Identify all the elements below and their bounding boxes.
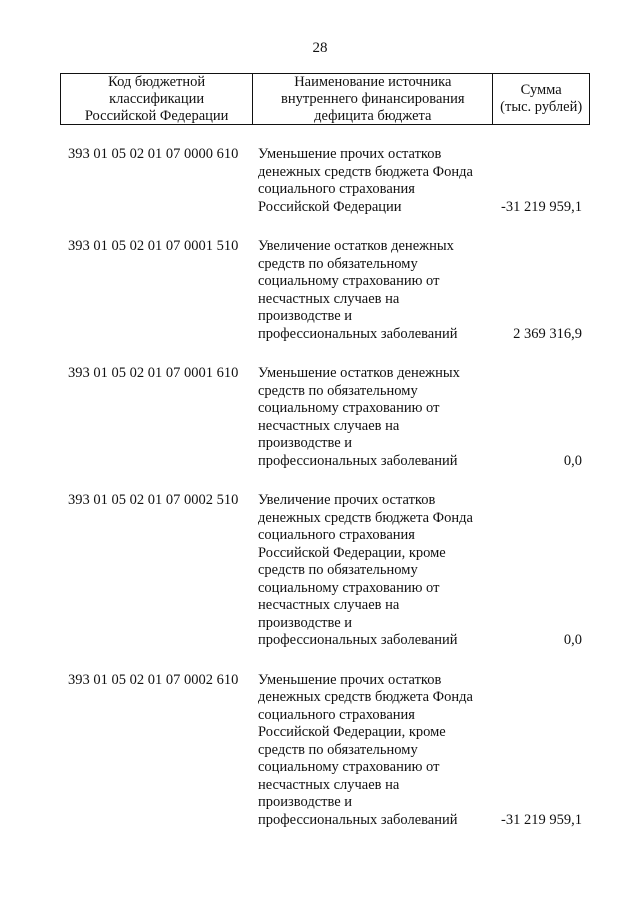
row-code: 393 01 05 02 01 07 0002 510 [68,492,239,508]
table-row [68,146,588,216]
row-amount: -31 219 959,1 [501,811,582,828]
row-description: Увеличение прочих остатков денежных средств бюджета Фонда социального страхования Российской Федерации, кроме средств по обязательному социальному страхованию от несчастных случаев на производстве и профессиональных заболеваний [258,492,473,648]
table-header [60,73,590,125]
row-description: Увеличение остатков денежных средств по обязательному социальному страхованию от несчастных случаев на производстве и профессиональных заболеваний [258,238,458,342]
table-row [68,672,588,830]
table-row [68,365,588,470]
header-code-column: Код бюджетной классификации Российской Федерации [61,74,253,124]
row-amount: -31 219 959,1 [501,198,582,215]
table-row [68,492,588,650]
row-description: Уменьшение остатков денежных средств по обязательному социальному страхованию от несчастных случаев на производстве и профессиональных заболеваний [258,365,460,469]
row-code: 393 01 05 02 01 07 0001 510 [68,238,239,254]
table-body [68,146,588,851]
header-sum-column: Сумма (тыс. рублей) [500,82,583,115]
row-code: 393 01 05 02 01 07 0002 610 [68,671,239,688]
row-amount: 0,0 [563,632,582,648]
row-code: 393 01 05 02 01 07 0000 610 [68,146,239,162]
page-number: 28 [312,40,328,56]
row-amount: 2 369 316,9 [513,325,582,342]
table-row [68,238,588,343]
row-amount: 0,0 [563,452,582,469]
row-description: Уменьшение прочих остатков денежных средств бюджета Фонда социального страхования Российской Федерации, кроме средств по обязательному социальному страхованию от несчастных случаев на производстве и профессиональных заболеваний [258,671,473,828]
header-name-column: Наименование источника внутреннего финансирования дефицита бюджета [253,74,493,124]
row-description: Уменьшение прочих остатков денежных средств бюджета Фонда социального страхования Российской Федерации [258,146,473,215]
row-code: 393 01 05 02 01 07 0001 610 [68,365,239,381]
